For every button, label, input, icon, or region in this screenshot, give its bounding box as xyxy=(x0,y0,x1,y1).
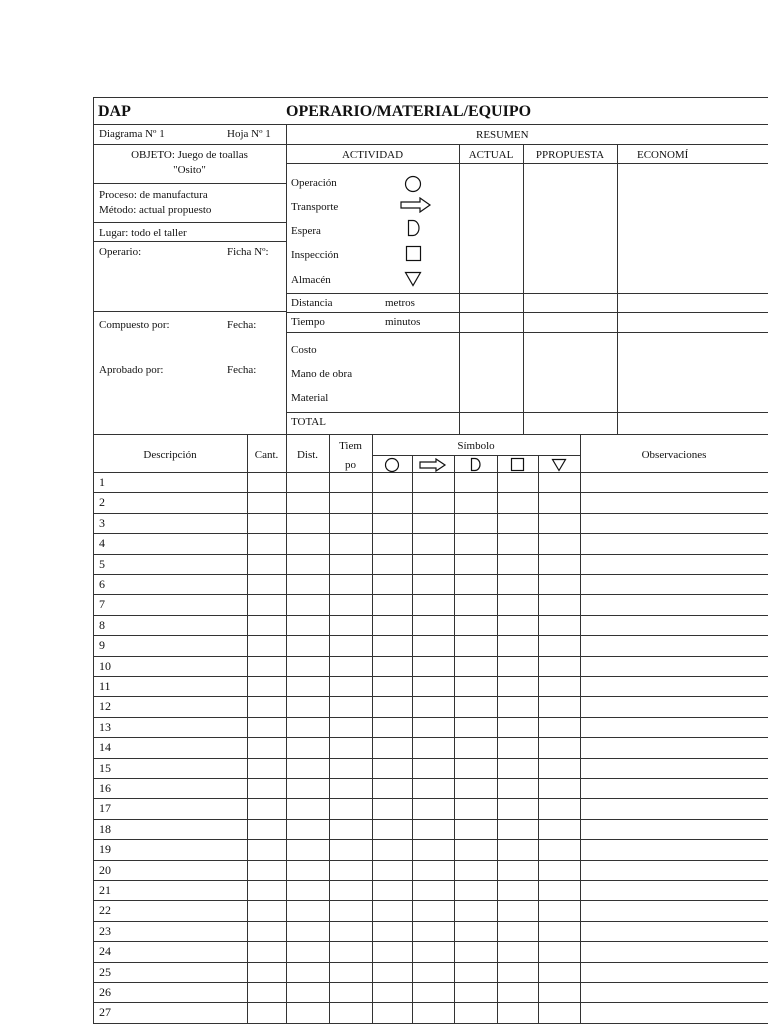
table-row-line xyxy=(93,737,768,738)
page-title: OPERARIO/MATERIAL/EQUIPO xyxy=(286,103,532,120)
activity-operacion: Operación xyxy=(291,177,337,189)
table-row-number: 14 xyxy=(99,740,111,754)
table-row-number: 3 xyxy=(99,516,105,530)
table-row-number: 10 xyxy=(99,659,111,673)
tiempo-label: Tiempo xyxy=(291,316,325,328)
table-row-line xyxy=(93,758,768,759)
lugar-label: Lugar: todo el taller xyxy=(99,227,187,239)
objeto-line2: "Osito" xyxy=(173,164,206,176)
simbolo-header: Símbolo xyxy=(457,440,495,452)
table-row-number: 23 xyxy=(99,924,111,938)
minutos-label: minutos xyxy=(385,316,421,328)
hoja-label: Hoja Nº 1 xyxy=(227,128,271,140)
table-row-line xyxy=(93,900,768,901)
activity-inspeccion: Inspección xyxy=(291,249,339,261)
table-row-line xyxy=(93,860,768,861)
table-row-line xyxy=(93,839,768,840)
activity-transporte: Transporte xyxy=(291,201,339,213)
fecha1-label: Fecha: xyxy=(227,319,257,331)
table-row-line xyxy=(93,798,768,799)
info-column-divider xyxy=(286,124,287,434)
table-row-number: 15 xyxy=(99,761,111,775)
table-row-number: 11 xyxy=(99,679,111,693)
table-row-line xyxy=(93,656,768,657)
table-triangle-icon xyxy=(551,458,567,472)
table-row-line xyxy=(93,880,768,881)
table-row-number: 21 xyxy=(99,883,111,897)
material-label: Material xyxy=(291,392,329,404)
metros-label: metros xyxy=(385,297,415,309)
table-row-number: 22 xyxy=(99,903,111,917)
left-border xyxy=(93,97,94,1024)
fecha2-label: Fecha: xyxy=(227,364,257,376)
economia-header: ECONOMÍ xyxy=(637,149,689,161)
descripcion-header: Descripción xyxy=(143,449,197,461)
circle-icon xyxy=(404,175,422,193)
table-row-line xyxy=(93,696,768,697)
table-arrow-icon xyxy=(419,458,447,472)
table-row-line xyxy=(93,574,768,575)
table-row-number: 7 xyxy=(99,597,105,611)
table-row-line xyxy=(93,941,768,942)
square-icon xyxy=(405,245,423,263)
table-row-number: 6 xyxy=(99,577,105,591)
table-row-line xyxy=(93,513,768,514)
table-row-line xyxy=(93,962,768,963)
table-row-number: 17 xyxy=(99,801,111,815)
table-row-number: 1 xyxy=(99,475,105,489)
table-square-icon xyxy=(510,457,525,472)
table-row-line xyxy=(93,982,768,983)
table-row-line xyxy=(93,554,768,555)
observaciones-header: Observaciones xyxy=(641,449,707,461)
table-row-line xyxy=(93,676,768,677)
tiempo-header-1: Tiem xyxy=(339,440,362,452)
activity-almacen: Almacén xyxy=(291,274,331,286)
table-row-line xyxy=(93,1002,768,1003)
operario-label: Operario: xyxy=(99,246,142,258)
mano-obra-label: Mano de obra xyxy=(291,368,353,380)
aprobado-label: Aprobado por: xyxy=(99,364,164,376)
table-row-line xyxy=(93,533,768,534)
dap-form xyxy=(93,97,768,1024)
propuesta-header: PPROPUESTA xyxy=(535,149,605,161)
metodo-label: Método: actual propuesto xyxy=(99,204,212,216)
table-row-number: 9 xyxy=(99,638,105,652)
table-row-number: 20 xyxy=(99,863,111,877)
triangle-icon xyxy=(404,271,422,287)
costo-label: Costo xyxy=(291,344,317,356)
table-row-number: 18 xyxy=(99,822,111,836)
table-row-number: 2 xyxy=(99,495,105,509)
table-row-number: 24 xyxy=(99,944,111,958)
table-row-line xyxy=(93,921,768,922)
table-row-number: 12 xyxy=(99,699,111,713)
distancia-label: Distancia xyxy=(291,297,333,309)
table-row-line xyxy=(93,819,768,820)
table-row-line xyxy=(93,615,768,616)
top-border xyxy=(93,97,768,98)
table-row-number: 19 xyxy=(99,842,111,856)
table-d-shape-icon xyxy=(470,457,482,472)
resumen-title: RESUMEN xyxy=(476,129,529,141)
arrow-icon xyxy=(400,197,432,213)
proceso-label: Proceso: de manufactura xyxy=(99,189,208,201)
table-row-number: 27 xyxy=(99,1005,111,1019)
table-row-number: 16 xyxy=(99,781,111,795)
header-divider xyxy=(93,124,768,125)
table-row-number: 13 xyxy=(99,720,111,734)
table-row-number: 5 xyxy=(99,557,105,571)
dap-label: DAP xyxy=(98,103,131,120)
compuesto-label: Compuesto por: xyxy=(99,319,170,331)
cant-header: Cant. xyxy=(254,449,279,461)
table-row-number: 26 xyxy=(99,985,111,999)
activity-espera: Espera xyxy=(291,225,321,237)
table-row-line xyxy=(93,717,768,718)
ficha-label: Ficha Nº: xyxy=(227,246,269,258)
table-row-number: 25 xyxy=(99,965,111,979)
dist-header: Dist. xyxy=(296,449,319,461)
table-row-line xyxy=(93,594,768,595)
total-label: TOTAL xyxy=(291,416,326,428)
table-circle-icon xyxy=(384,457,400,473)
objeto-line1: OBJETO: Juego de toallas xyxy=(131,149,248,161)
d-shape-icon xyxy=(407,219,421,237)
diagrama-label: Diagrama Nº 1 xyxy=(99,128,165,140)
table-row-line xyxy=(93,778,768,779)
actividad-header: ACTIVIDAD xyxy=(341,149,404,161)
table-row-number: 4 xyxy=(99,536,105,550)
table-row-number: 8 xyxy=(99,618,105,632)
table-row-line xyxy=(93,492,768,493)
actual-header: ACTUAL xyxy=(468,149,514,161)
tiempo-header-2: po xyxy=(345,459,356,471)
table-row-line xyxy=(93,635,768,636)
